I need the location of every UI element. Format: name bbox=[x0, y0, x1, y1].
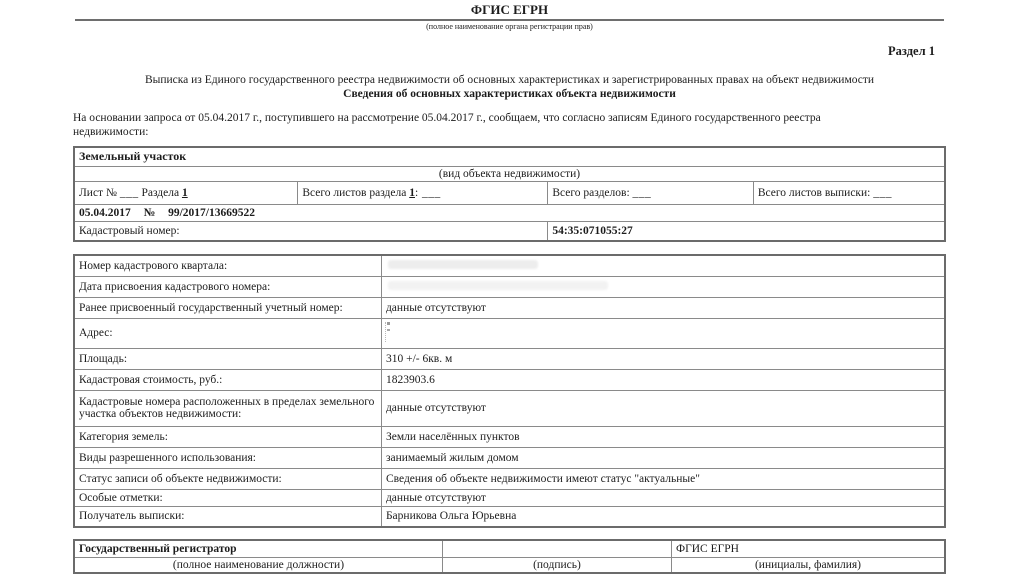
total-extract-label: Всего листов выписки: bbox=[757, 186, 871, 199]
object-header-table bbox=[73, 146, 946, 242]
row-label: Получатель выписки: bbox=[74, 506, 381, 527]
table-row bbox=[74, 369, 945, 390]
extract-subtitle: Сведения об основных характеристиках объекта недвижимости bbox=[343, 88, 676, 100]
table-row bbox=[74, 276, 945, 297]
row-label: Виды разрешенного использования: bbox=[74, 447, 381, 468]
total-sheets-number: 1 bbox=[409, 186, 415, 199]
row-value: данные отсутствуют bbox=[381, 297, 945, 318]
section-word: Раздела bbox=[141, 186, 180, 199]
extract-title: Выписка из Единого государственного реестра недвижимости об основных характеристиках и зарегистрированных правах на объект недвижимости bbox=[144, 74, 875, 86]
org-name-caption: (полное наименование органа регистрации прав) bbox=[426, 22, 593, 31]
sheet-label: Лист № bbox=[79, 186, 117, 199]
total-sheets-cell bbox=[298, 181, 548, 204]
table-row bbox=[74, 297, 945, 318]
request-date: 05.04.2017 bbox=[79, 206, 131, 219]
row-label: Дата присвоения кадастрового номера: bbox=[74, 276, 381, 297]
section-label: Раздел 1 bbox=[888, 44, 935, 58]
sheet-number-cell bbox=[74, 181, 298, 204]
row-label: Кадастровые номера расположенных в пределах земельного участка объектов недвижимости: bbox=[74, 390, 381, 426]
signature-table bbox=[73, 539, 946, 574]
total-sheets-label: Всего листов раздела bbox=[302, 186, 407, 199]
row-value bbox=[381, 318, 945, 348]
object-details-table bbox=[73, 254, 946, 528]
row-value: 1823903.6 bbox=[381, 369, 945, 390]
total-sections-cell bbox=[548, 181, 754, 204]
sheet-blank: ___ bbox=[119, 186, 139, 199]
org-name: ФГИС ЕГРН bbox=[470, 2, 549, 17]
row-value: данные отсутствуют bbox=[381, 390, 945, 426]
row-label: Площадь: bbox=[74, 348, 381, 369]
row-value bbox=[381, 255, 945, 277]
table-row bbox=[74, 506, 945, 527]
total-sections-blank: ___ bbox=[632, 186, 652, 199]
row-value: Земли населённых пунктов bbox=[381, 426, 945, 447]
request-number-row bbox=[74, 204, 945, 221]
signature-caption: (подпись) bbox=[442, 557, 671, 573]
request-number: 99/2017/13669522 bbox=[168, 206, 255, 219]
row-value: данные отсутствуют bbox=[381, 489, 945, 506]
total-sections-label: Всего разделов: bbox=[552, 186, 630, 199]
row-label: Адрес: bbox=[74, 318, 381, 348]
cadastral-number-value: 54:35:071055:27 bbox=[548, 221, 945, 241]
cadastral-number-label: Кадастровый номер: bbox=[74, 221, 548, 241]
total-extract-blank: ___ bbox=[873, 186, 892, 199]
table-row bbox=[74, 255, 945, 277]
scan-artifact bbox=[388, 260, 538, 269]
table-row bbox=[74, 468, 945, 489]
number-sign: № bbox=[143, 206, 156, 219]
scan-artifact bbox=[385, 322, 388, 342]
initials-caption: (инициалы, фамилия) bbox=[671, 557, 945, 573]
row-label: Статус записи об объекте недвижимости: bbox=[74, 468, 381, 489]
table-row bbox=[74, 426, 945, 447]
row-value: Сведения об объекте недвижимости имеют статус "актуальные" bbox=[381, 468, 945, 489]
total-extract-sheets-cell bbox=[753, 181, 945, 204]
total-sheets-blank: : ___ bbox=[414, 186, 441, 199]
row-label: Ранее присвоенный государственный учетный номер: bbox=[74, 297, 381, 318]
row-label: Особые отметки: bbox=[74, 489, 381, 506]
row-value: Барникова Ольга Юрьевна bbox=[381, 506, 945, 527]
signature-cell bbox=[442, 540, 671, 558]
request-basis-paragraph bbox=[73, 111, 946, 140]
row-label: Кадастровая стоимость, руб.: bbox=[74, 369, 381, 390]
row-label: Номер кадастрового квартала: bbox=[74, 255, 381, 277]
scan-artifact bbox=[388, 281, 608, 290]
registrar-caption: (полное наименование должности) bbox=[74, 557, 442, 573]
row-label: Категория земель: bbox=[74, 426, 381, 447]
table-row bbox=[74, 390, 945, 426]
object-type-caption: (вид объекта недвижимости) bbox=[74, 166, 945, 181]
request-basis-line1: На основании запроса от 05.04.2017 г., поступившего на рассмотрение 05.04.2017 г., сообщаем, что согласно записям Единого государственного реестра bbox=[73, 112, 821, 124]
row-value: занимаемый жилым домом bbox=[381, 447, 945, 468]
table-row bbox=[74, 447, 945, 468]
object-type: Земельный участок bbox=[74, 147, 945, 167]
table-row bbox=[74, 318, 945, 348]
table-row bbox=[74, 348, 945, 369]
registrar-title: Государственный регистратор bbox=[74, 540, 442, 558]
org-name-underline bbox=[75, 19, 944, 21]
section-number: 1 bbox=[181, 186, 188, 199]
system-name: ФГИС ЕГРН bbox=[671, 540, 945, 558]
table-row bbox=[74, 489, 945, 506]
row-value: 310 +/- 6кв. м bbox=[381, 348, 945, 369]
row-value bbox=[381, 276, 945, 297]
request-basis-line2: недвижимости: bbox=[73, 126, 149, 139]
egrn-extract-document bbox=[73, 0, 946, 574]
